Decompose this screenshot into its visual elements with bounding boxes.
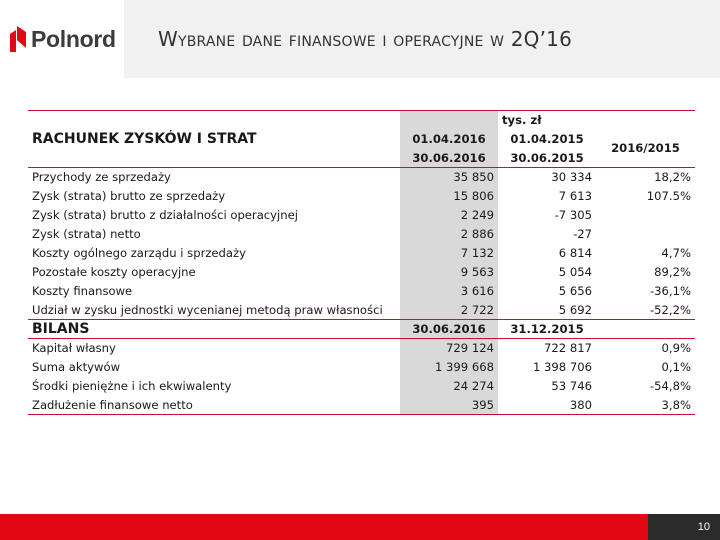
logo	[0, 0, 124, 78]
footer-bar	[0, 514, 720, 540]
unit-row	[28, 111, 695, 130]
table-row: Zysk (strata) brutto z działalności operacyjnej 2 249 -7 305	[28, 206, 695, 225]
page-number: 10	[697, 521, 710, 533]
table-row: Przychody ze sprzedaży 35 850 30 334 18,2%	[28, 168, 695, 187]
table-row: Kapitał własny 729 124 722 817 0,9%	[28, 339, 695, 358]
table-row: Zadłużenie finansowe netto 395 380 3,8%	[28, 396, 695, 415]
financial-table	[28, 110, 695, 415]
table-row: Środki pieniężne i ich ekwiwalenty 24 274 53 746 -54,8%	[28, 377, 695, 396]
title-bar	[124, 0, 720, 78]
income-header-row-1	[28, 130, 695, 149]
unit-label: tys. zł	[498, 111, 596, 130]
col-balance-2016: 30.06.2016	[400, 320, 498, 339]
slide-header	[0, 0, 720, 78]
col-2015-end: 30.06.2015	[510, 150, 584, 165]
col-2015-start: 01.04.2015	[510, 132, 584, 146]
logo-text: Polnord	[31, 25, 116, 52]
polnord-logo-icon	[10, 26, 26, 52]
table-row: Pozostałe koszty operacyjne 9 563 5 054 89,2%	[28, 263, 695, 282]
income-section-title: RACHUNEK ZYSKÓW I STRAT	[32, 131, 257, 147]
col-2016-end: 30.06.2016	[400, 149, 498, 168]
table-row: Zysk (strata) netto 2 886 -27	[28, 225, 695, 244]
page-title: Wybrane dane finansowe i operacyjne w 2Q’16	[158, 27, 573, 51]
col-change-label: 2016/2015	[611, 141, 680, 156]
balance-header-row	[28, 320, 695, 339]
table-row: Suma aktywów 1 399 668 1 398 706 0,1%	[28, 358, 695, 377]
balance-section-title: BILANS	[28, 320, 400, 339]
col-balance-2015: 31.12.2015	[498, 320, 596, 339]
page-number-box	[648, 514, 720, 540]
col-2016-start: 01.04.2016	[400, 130, 498, 149]
table-row: Udział w zysku jednostki wycenianej metodą praw własności 2 722 5 692 -52,2%	[28, 301, 695, 320]
income-header-row-2	[28, 149, 695, 168]
table-row: Koszty finansowe 3 616 5 656 -36,1%	[28, 282, 695, 301]
table-row: Koszty ogólnego zarządu i sprzedaży 7 132 6 814 4,7%	[28, 244, 695, 263]
table-row: Zysk (strata) brutto ze sprzedaży 15 806 7 613 107.5%	[28, 187, 695, 206]
